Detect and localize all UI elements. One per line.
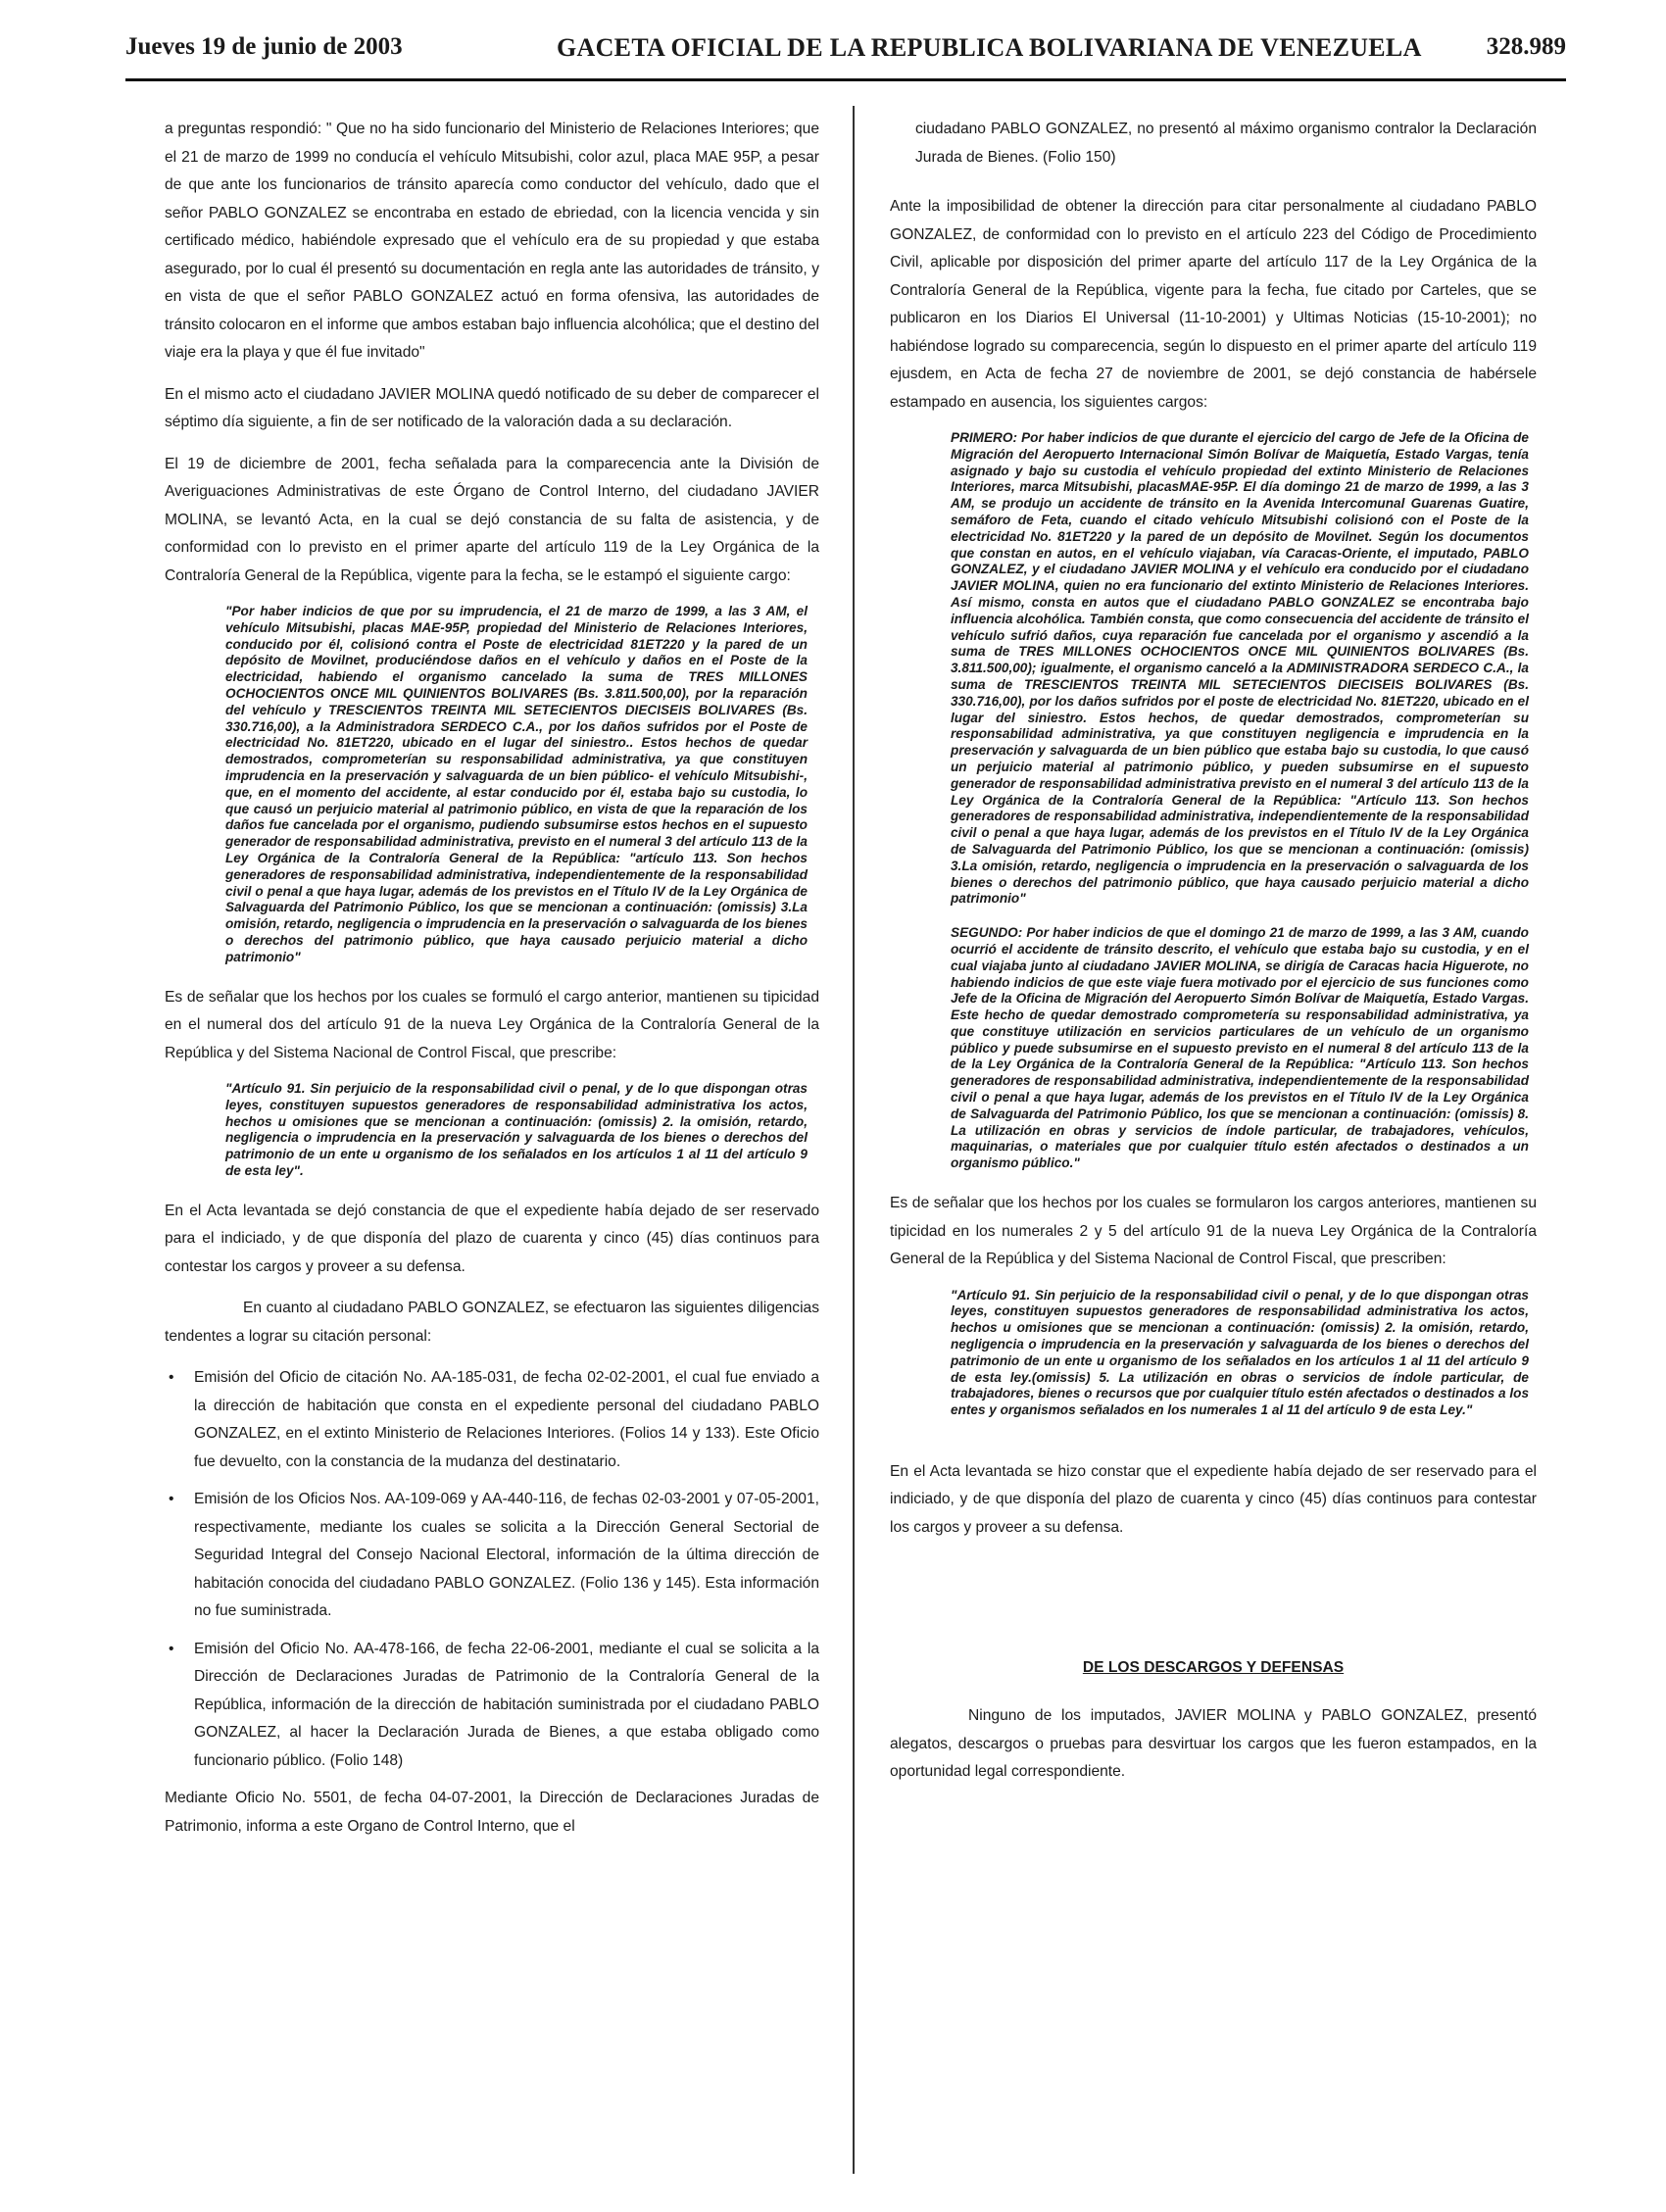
list-item (165, 1364, 819, 1476)
left-column (165, 116, 819, 1854)
bullet-icon: • (169, 1491, 174, 1508)
list-item-text: Emisión del Oficio No. AA-478-166, de fecha 22-06-2001, mediante el cual se solicita a la Dirección de Declaraciones Juradas de Patrimonio de la Contraloría General de la República, información de la dirección de habitación suministrada por el ciudadano PABLO GONZALEZ, al hacer la Declaración Jurada de Bienes, a que estaba obligado como funcionario público. (Folio 148) (194, 1640, 819, 1769)
paragraph: a preguntas respondió: " Que no ha sido funcionario del Ministerio de Relaciones Interiores; que el 21 de marzo de 1999 no conducía el vehículo Mitsubishi, color azul, placa MAE 95P, a pesar de que ante los funcionarios de tránsito aparecía como conductor del vehículo, dado que el señor PABLO GONZALEZ se encontraba en estado de ebriedad, con la licencia vencida y sin certificado médico, habiéndole expresado que el vehículo era de su propiedad y que estaba asegurado, por lo cual él presentó su documentación en regla ante las autoridades de tránsito, y en vista de que el señor PABLO GONZALEZ actuó en forma ofensiva, las autoridades de tránsito colocaron en el informe que ambos estaban bajo influencia alcohólica; que el destino del viaje era la playa y que él fue invitado" (165, 121, 819, 361)
column-divider (853, 106, 855, 2174)
paragraph: Ninguno de los imputados, JAVIER MOLINA y PABLO GONZALEZ, presentó alegatos, descargos o pruebas para desvirtuar los cargos que les fueron estampados, en la oportunidad legal correspondiente. (890, 1707, 1537, 1781)
paragraph: Ante la imposibilidad de obtener la dirección para citar personalmente al ciudadano PABLO GONZALEZ, de conformidad con lo previsto en el artículo 223 del Código de Procedimiento Civil, aplicable por disposición del primer aparte del artículo 117 de la Ley Orgánica de la Contraloría General de la República, vigente para la fecha, fue citado por Carteles, que se publicaron en los Diarios El Universal (11-10-2001) y Ultimas Noticias (15-10-2001); no habiéndose logrado su comparecencia, según lo dispuesto en el primer aparte del artículo 119 ejusdem, en Acta de fecha 27 de noviembre de 2001, se dejó constancia de habérsele estampado en ausencia, los siguientes cargos: (890, 198, 1537, 411)
paragraph: Es de señalar que los hechos por los cuales se formularon los cargos anteriores, mantienen su tipicidad en los numerales 2 y 5 del artículo 91 de la nueva Ley Orgánica de la Contraloría General de la República y del Sistema Nacional de Control Fiscal, que prescriben: (890, 1195, 1537, 1268)
paragraph: El 19 de diciembre de 2001, fecha señalada para la comparecencia ante la División de Averiguaciones Administrativas de este Órgano de Control Interno, del ciudadano JAVIER MOLINA, se levantó Acta, en la cual se dejó constancia de su falta de asistencia, y de conformidad con lo previsto en el primer aparte del artículo 119 de la Ley Orgánica de la Contraloría General de la República, vigente para la fecha, se le estampó el siguiente cargo: (165, 455, 819, 584)
charge-quote-primero: PRIMERO: Por haber indicios de que durante el ejercicio del cargo de Jefe de la Oficina de Migración del Aeropuerto Internacional Simón Bolívar de Maiquetía, Estado Vargas, tenía asignado y bajo su custodia el vehículo propiedad del extinto Ministerio de Relaciones Interiores, marca Mitsubishi, placasMAE-95P. El día domingo 21 de marzo de 1999, a las 3 AM, se produjo un accidente de tránsito en la Avenida Intercomunal Guarenas Guatire, semáforo de Feta, cuando el citado vehículo Mitsubishi colisionó con el Poste de la electricidad No. 81ET220 y la pared de un depósito de Movilnet. Según los documentos que constan en autos, en el vehículo viajaban, vía Caracas-Oriente, el imputado, PABLO GONZALEZ, y el ciudadano JAVIER MOLINA y el vehículo era conducido por el ciudadano JAVIER MOLINA, quien no era funcionario del extinto Ministerio de Relaciones Interiores. Así mismo, consta en autos que el ciudadano PABLO GONZALEZ se encontraba bajo influencia alcohólica. También consta, que como consecuencia del accidente de tránsito el vehículo sufrió daños, cuya reparación fue cancelada por el organismo y ascendió a la suma de TRES MILLONES OCHOCIENTOS ONCE MIL QUINIENTOS BOLIVARES (Bs. 3.811.500,00); igualmente, el organismo canceló a la ADMINISTRADORA SERDECO C.A., la suma de TRESCIENTOS TREINTA MIL SETECIENTOS DIECISEIS BOLIVARES (Bs. 330.716,00), por los daños sufridos por el poste de electricidad No. 81ET220, ubicado en el lugar del siniestro. Estos hechos, de quedar demostrados, comprometerían su responsabilidad administrativa, ya que constituyen negligencia e imprudencia en la preservación y salvaguarda de un bien público que estaba bajo su custodia, lo que causó un perjuicio material al patrimonio público, y pueden subsumirse en el supuesto generador de responsabilidad administrativa previsto en el numeral 3 del artículo 113 de la Ley Orgánica de la Contraloría General de la República: "Artículo 113. Son hechos generadores de responsabilidad administrativa, independientemente de la responsabilidad civil o penal a que haya lugar, además de los previstos en el Título IV de la Ley Orgánica de Salvaguarda del Patrimonio Público, los que se mencionan a continuación: (omissis) 3.La omisión, retardo, negligencia o imprudencia en la preservación o salvaguarda de los bienes o derechos del patrimonio público, que haya causado perjuicio material a dicho patrimonio" (951, 430, 1529, 907)
bullet-icon: • (169, 1369, 174, 1387)
page-header (125, 33, 1566, 81)
list-item (165, 1486, 819, 1626)
list-item-text: Emisión del Oficio de citación No. AA-185-031, de fecha 02-02-2001, el cual fue enviado a la dirección de habitación que consta en el expediente personal del ciudadano PABLO GONZALEZ, en el extinto Ministerio de Relaciones Interiores. (Folios 14 y 133). Este Oficio fue devuelto, con la constancia de la mudanza del destinatario. (194, 1369, 819, 1470)
gazette-title: GACETA OFICIAL DE LA REPUBLICA BOLIVARIANA DE VENEZUELA (557, 33, 1422, 62)
page-number: 328.989 (1486, 33, 1566, 60)
section-heading: DE LOS DESCARGOS Y DEFENSAS (1082, 1659, 1345, 1677)
header-date: Jueves 19 de junio de 2003 (125, 33, 403, 60)
right-column (890, 116, 1537, 1800)
paragraph: Mediante Oficio No. 5501, de fecha 04-07-2001, la Dirección de Declaraciones Juradas de Patrimonio, informa a este Organo de Control Interno, que el (165, 1790, 819, 1835)
list-item-text: Emisión de los Oficios Nos. AA-109-069 y AA-440-116, de fechas 02-03-2001 y 07-05-2001, respectivamente, mediante los cuales se solicita a la Dirección General Sectorial de Seguridad Integral del Consejo Nacional Electoral, información de la última dirección de habitación conocida del ciudadano PABLO GONZALEZ. (Folio 136 y 145). Esta información no fue suministrada. (194, 1491, 819, 1620)
paragraph: ciudadano PABLO GONZALEZ, no presentó al máximo organismo contralor la Declaración Jurada de Bienes. (Folio 150) (915, 121, 1537, 166)
list-item (165, 1636, 819, 1776)
paragraph: En cuanto al ciudadano PABLO GONZALEZ, se efectuaron las siguientes diligencias tendentes a lograr su citación personal: (165, 1300, 819, 1345)
bullet-icon: • (169, 1640, 174, 1657)
citation-steps-list (165, 1364, 819, 1775)
law-article-quote: "Artículo 91. Sin perjuicio de la responsabilidad civil o penal, y de lo que dispongan otras leyes, constituyen supuestos generadores de responsabilidad administrativa los actos, hechos u omisiones que se mencionan a continuación: (omissis) 2. la omisión, retardo, negligencia o imprudencia en la preservación y salvaguarda de los bienes o derechos del patrimonio de un ente u organismo de los señalados en los artículos 1 al 11 del artículo 9 de esta ley". (225, 1081, 808, 1179)
paragraph: En el Acta levantada se dejó constancia de que el expediente había dejado de ser reservado para el indiciado, y de que disponía del plazo de cuarenta y cinco (45) días continuos para contestar los cargos y proveer a su defensa. (165, 1202, 819, 1275)
charge-quote: "Por haber indicios de que por su imprudencia, el 21 de marzo de 1999, a las 3 AM, el vehículo Mitsubishi, placas MAE-95P, propiedad del Ministerio de Relaciones Interiores, conducido por él, colisionó contra el Poste de electricidad 81ET220 y la pared de un depósito de Movilnet, produciéndose daños en el vehículo y daños en el Poste de la electricidad, habiendo el organismo cancelado la suma de TRES MILLONES OCHOCIENTOS ONCE MIL QUINIENTOS BOLIVARES (Bs. 3.811.500,00), por la reparación del vehículo y TRESCIENTOS TREINTA MIL SETECIENTOS DIECISEIS BOLIVARES (Bs. 330.716,00), a la Administradora SERDECO C.A., por los daños sufridos por el Poste de electricidad No. 81ET220, ubicado en el lugar del siniestro.. Estos hechos de quedar demostrados, comprometerían su responsabilidad administrativa, ya que constituyen imprudencia en la preservación y salvaguarda de un bien público- el vehículo Mitsubishi-, que, en el momento del accidente, al estar conducido por él, estaba bajo su custodia, lo que causó un perjuicio material al patrimonio público, en vista de que la reparación de los daños fue cancelada por el organismo, pudiendo subsumirse estos hechos en el supuesto generador de responsabilidad administrativa, previsto en el numeral 3 del artículo 113 de la Ley Orgánica de la Contraloría General de la República: "artículo 113. Son hechos generadores de responsabilidad administrativa, independientemente de la responsabilidad civil o penal a que haya lugar, además de los previstos en el Título IV de la Ley Orgánica de Salvaguarda del Patrimonio Público, los que se mencionan a continuación: (omissis) 3.La omisión, retardo, negligencia o imprudencia en la preservación o salvaguarda de los bienes o derechos del patrimonio público, que haya causado perjuicio material a dicho patrimonio" (225, 604, 808, 964)
paragraph: Es de señalar que los hechos por los cuales se formuló el cargo anterior, mantienen su tipicidad en el numeral dos del artículo 91 de la nueva Ley Orgánica de la Contraloría General de la República y del Sistema Nacional de Control Fiscal, que prescribe: (165, 988, 819, 1061)
law-article-quote: "Artículo 91. Sin perjuicio de la responsabilidad civil o penal, y de lo que dispongan otras leyes, constituyen supuestos generadores de responsabilidad administrativa los actos, hechos u omisiones que se mencionan a continuación: (omissis) 2. la omisión, retardo, negligencia o imprudencia en la preservación y salvaguarda de los bienes o derechos del patrimonio de un ente u organismo de los señalados en los artículos 1 al 11 del artículo 9 de esta ley.(omissis) 5. La utilización en obras o servicios de índole particular, de trabajadores, bienes o recursos que por cualquier título estén afectados o destinados a los entes y organismos señalados en los numerales 1 al 11 del artículo 9 de esta Ley." (951, 1287, 1529, 1418)
charge-quote-segundo: SEGUNDO: Por haber indicios de que el domingo 21 de marzo de 1999, a las 3 AM, cuando ocurrió el accidente de tránsito descrito, el vehículo que estaba bajo su custodia, y en el cual viajaba junto al ciudadano JAVIER MOLINA, se dirigía de Caracas hacia Higuerote, no habiendo indicios de que este viaje fuera motivado por el ejercicio de sus funciones como Jefe de la Oficina de Migración del Aeropuerto Simón Bolívar de Maiquetía, Estado Vargas. Este hecho de quedar demostrado comprometería su responsabilidad administrativa, ya que constituye utilización en servicios particulares de un vehículo de un organismo público y puede subsumirse en el supuesto previsto en el numeral 8 del artículo 113 de la de la Ley Orgánica de la Contraloría General de la República: "Artículo 113. Son hechos generadores de responsabilidad administrativa, independientemente de la responsabilidad civil o penal a que haya lugar, además de los previstos en el Título IV de la Ley Orgánica de Salvaguarda del Patrimonio Público, los que se mencionan a continuación: (omissis) 8. La utilización en obras y servicios de índole particular, de trabajadores, vehículos, maquinarias, o materiales que por cualquier título estén afectados o destinados a un organismo público." (951, 925, 1529, 1171)
paragraph: En el mismo acto el ciudadano JAVIER MOLINA quedó notificado de su deber de comparecer el séptimo día siguiente, a fin de ser notificado de la valoración dada a su declaración. (165, 385, 819, 430)
paragraph: En el Acta levantada se hizo constar que el expediente había dejado de ser reservado para el indiciado, y de que disponía del plazo de cuarenta y cinco (45) días continuos para contestar los cargos y proveer a su defensa. (890, 1462, 1537, 1536)
